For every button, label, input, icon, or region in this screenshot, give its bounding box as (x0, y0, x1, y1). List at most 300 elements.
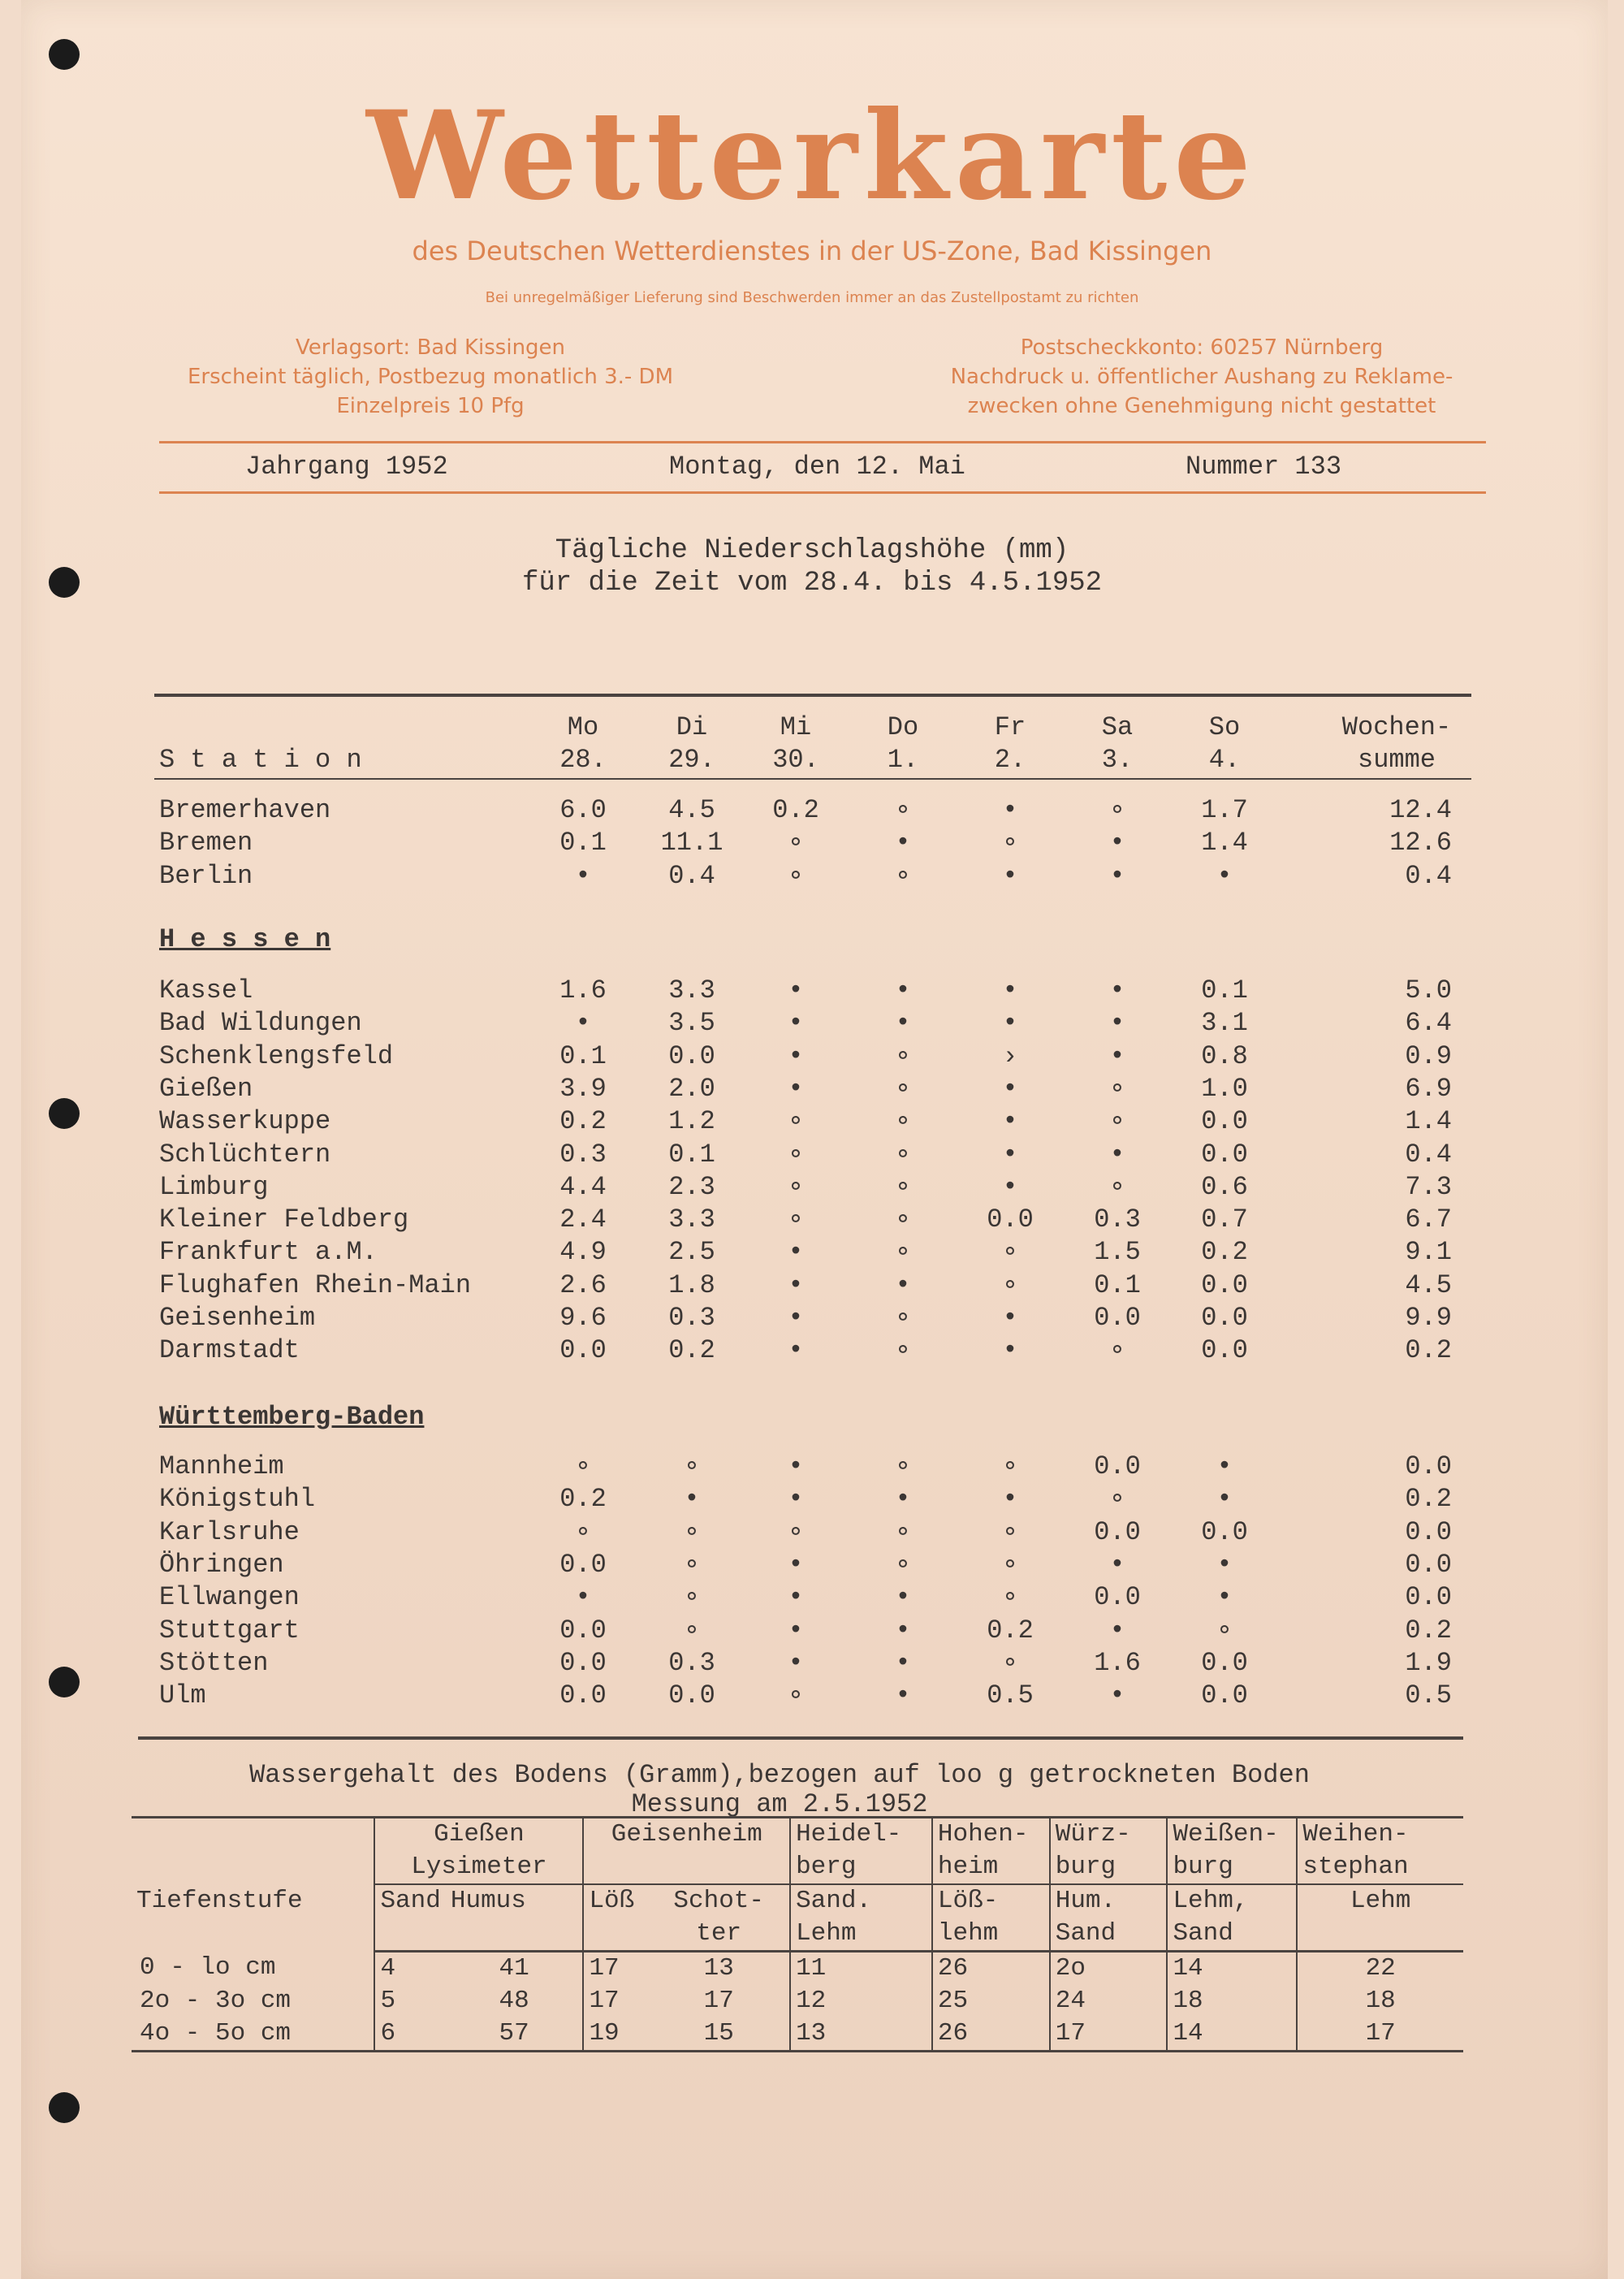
soil-value: 14 (1167, 1952, 1297, 1986)
weekly-sum: 0.2 (1405, 1615, 1452, 1645)
masthead-subtitle: des Deutschen Wetterdienstes in der US-Zone, Bad Kissingen (412, 236, 1212, 266)
table-bottom-rule (138, 1736, 1463, 1740)
soil-moisture-table (132, 1816, 1463, 2052)
precip-value: ∘ (575, 1516, 591, 1547)
precip-value: 0.2 (1201, 1237, 1248, 1268)
precip-value: 1.2 (668, 1106, 715, 1137)
precip-value: ∘ (575, 1451, 591, 1481)
precip-value: 4.5 (668, 795, 715, 825)
weekly-sum: 1.9 (1405, 1647, 1452, 1678)
station-name: Bremerhaven (159, 795, 331, 825)
weekly-sum: 6.7 (1405, 1204, 1452, 1235)
precip-value: ∘ (788, 1204, 804, 1235)
station-row (0, 1581, 1624, 1614)
precip-value: • (788, 975, 804, 1005)
rule (159, 441, 1486, 443)
station-header: S t a t i o n (159, 745, 362, 775)
station-name: Limburg (159, 1171, 269, 1202)
station-name: Bremen (159, 828, 253, 858)
station-name: Flughafen Rhein-Main (159, 1269, 472, 1300)
soil-value: 26 (932, 1952, 1050, 1986)
precip-value: ∘ (1002, 828, 1018, 858)
delivery-notice: Bei unregelmäßiger Lieferung sind Beschwerden immer an das Zustellpostamt zu richten (485, 289, 1139, 306)
soil-value: 17 (1050, 2017, 1168, 2052)
soil-type: Löß- lehm (932, 1884, 1050, 1952)
precip-value: 0.3 (559, 1139, 607, 1170)
weekly-sum: 0.0 (1405, 1516, 1452, 1547)
precip-value: • (575, 1008, 591, 1039)
soil-value: 17 (703, 1987, 734, 2015)
precip-value: 0.0 (1094, 1303, 1141, 1333)
precip-value: ∘ (1002, 1451, 1018, 1481)
soil-station-7: Weihen- stephan (1297, 1818, 1463, 1885)
publisher-info-left: Verlagsort: Bad Kissingen Erscheint täglich, Postbezug monatlich 3.- DM Einzelpreis 10 Pfg (188, 335, 673, 418)
precip-value: 0.0 (1201, 1516, 1248, 1547)
precip-value: ∘ (1216, 1615, 1233, 1645)
soil-row (132, 1952, 1463, 1986)
soil-value: 41 (499, 1954, 529, 1983)
precip-value: • (788, 1303, 804, 1333)
station-row (0, 794, 1624, 827)
precip-value: ∘ (1002, 1647, 1018, 1678)
precip-value: 0.3 (1094, 1204, 1141, 1235)
precip-value: • (1109, 1549, 1125, 1580)
precip-value: • (1109, 975, 1125, 1005)
precip-value: • (788, 1335, 804, 1366)
precip-value: • (895, 1582, 911, 1613)
header-rule (154, 778, 1471, 780)
precip-value: 0.0 (1201, 1647, 1248, 1678)
precip-value: ∘ (788, 1680, 804, 1711)
soil-value: 5 (374, 1985, 445, 2017)
day-header: Mo 28. (559, 712, 607, 775)
station-name: Wasserkuppe (159, 1106, 331, 1137)
precip-value: 0.0 (559, 1615, 607, 1645)
station-name: Gießen (159, 1073, 253, 1104)
precip-value: • (788, 1451, 804, 1481)
precip-value: 0.7 (1201, 1204, 1248, 1235)
precip-value: 0.2 (987, 1615, 1034, 1645)
soil-value: 22 (1297, 1952, 1463, 1986)
soil-station-2: Geisenheim (583, 1818, 790, 1885)
precip-value: ∘ (788, 828, 804, 858)
precip-value: 0.0 (1094, 1451, 1141, 1481)
weekly-sum: 7.3 (1405, 1171, 1452, 1202)
station-name: Schlüchtern (159, 1139, 331, 1170)
depth-header: Tiefenstufe (132, 1818, 374, 1952)
precip-value: • (788, 1269, 804, 1300)
precip-value: 0.5 (987, 1680, 1034, 1711)
precip-value: ∘ (895, 1451, 911, 1481)
weekly-sum: 0.0 (1405, 1451, 1452, 1481)
precip-value: • (1002, 860, 1018, 891)
precip-value: 0.0 (1094, 1582, 1141, 1613)
precip-value: 2.4 (559, 1204, 607, 1235)
precip-value: • (895, 1269, 911, 1300)
precip-value: • (1002, 1008, 1018, 1039)
precip-value: ∘ (1002, 1269, 1018, 1300)
station-row (0, 1549, 1624, 1581)
soil-row (132, 2017, 1463, 2052)
weekly-sum: 5.0 (1405, 975, 1452, 1005)
soil-value: 18 (1297, 1985, 1463, 2017)
precip-value: • (1216, 1484, 1233, 1515)
precip-value: ∘ (788, 1106, 804, 1137)
precipitation-period: für die Zeit vom 28.4. bis 4.5.1952 (521, 568, 1103, 599)
precip-value: 0.3 (668, 1303, 715, 1333)
punch-hole (49, 39, 80, 70)
station-name: Öhringen (159, 1549, 284, 1580)
soil-body (132, 1952, 1463, 2052)
soil-type: Schot- ter (648, 1884, 790, 1952)
precip-value: ∘ (895, 1171, 911, 1202)
soil-type: Hum. Sand (1050, 1884, 1168, 1952)
soil-title: Wassergehalt des Bodens (Gramm),bezogen auf loo g getrockneten Boden (249, 1760, 1310, 1790)
precip-value: 0.0 (559, 1549, 607, 1580)
precip-value: 0.1 (559, 1040, 607, 1071)
precip-value: ∘ (895, 1040, 911, 1071)
precip-value: • (1002, 1303, 1018, 1333)
day-header: Do 1. (887, 712, 919, 775)
day-header: Sa 3. (1101, 712, 1134, 775)
precip-value: • (1002, 1484, 1018, 1515)
soil-station-6: Weißen- burg (1167, 1818, 1297, 1885)
weekly-sum: 6.4 (1405, 1008, 1452, 1039)
station-name: Geisenheim (159, 1303, 316, 1333)
station-row (0, 1040, 1624, 1073)
weekly-sum: 0.4 (1405, 860, 1452, 891)
soil-station-3: Heidel- berg (790, 1818, 932, 1885)
precip-value: • (895, 1647, 911, 1678)
weekly-sum: 0.0 (1405, 1549, 1452, 1580)
precip-value: ∘ (788, 860, 804, 891)
soil-value: 4 (374, 1952, 445, 1986)
soil-type: Humus (446, 1884, 584, 1952)
precip-value: 0.1 (1094, 1269, 1141, 1300)
precip-value: • (575, 860, 591, 891)
precip-value: • (788, 1615, 804, 1645)
soil-value: 18 (1167, 1985, 1297, 2017)
soil-value: 24 (1050, 1985, 1168, 2017)
precip-value: 4.9 (559, 1237, 607, 1268)
precip-value: • (575, 1582, 591, 1613)
precip-value: ∘ (895, 1335, 911, 1366)
precip-value: ∘ (684, 1516, 700, 1547)
precip-value: 1.4 (1201, 828, 1248, 858)
precip-value: 3.5 (668, 1008, 715, 1039)
precip-value: ∘ (895, 1073, 911, 1104)
station-name: Berlin (159, 860, 253, 891)
soil-value: 17 (583, 1952, 648, 1986)
station-row (0, 1647, 1624, 1680)
precip-value: • (788, 1549, 804, 1580)
precip-value: • (1216, 860, 1233, 891)
station-row (0, 1680, 1624, 1712)
soil-header-row (132, 1818, 1463, 1885)
station-name: Schenklengsfeld (159, 1040, 394, 1071)
soil-value: 17 (1297, 2017, 1463, 2052)
precip-value: • (788, 1237, 804, 1268)
station-row (0, 1105, 1624, 1138)
precip-value: • (895, 1615, 911, 1645)
precip-value: 3.3 (668, 1204, 715, 1235)
soil-value: 25 (932, 1985, 1050, 2017)
soil-station-1: Gießen Lysimeter (374, 1818, 583, 1885)
station-name: Karlsruhe (159, 1516, 300, 1547)
precip-value: 0.0 (559, 1647, 607, 1678)
precip-value: 0.0 (1201, 1680, 1248, 1711)
precip-value: 9.6 (559, 1303, 607, 1333)
depth-label: 2o - 3o cm (140, 1987, 292, 2015)
weekly-sum: 4.5 (1405, 1269, 1452, 1300)
precip-value: ∘ (895, 1516, 911, 1547)
precip-value: • (1002, 1335, 1018, 1366)
precip-value: 2.6 (559, 1269, 607, 1300)
precip-value: 3.9 (559, 1073, 607, 1104)
precip-value: 1.7 (1201, 795, 1248, 825)
precip-value: • (788, 1484, 804, 1515)
soil-value: 13 (790, 2017, 932, 2052)
precip-value: ∘ (684, 1451, 700, 1481)
precip-value: 2.3 (668, 1171, 715, 1202)
precip-value: 3.1 (1201, 1008, 1248, 1039)
table-top-rule (154, 694, 1471, 697)
publisher-info-right: Postscheckkonto: 60257 Nürnberg Nachdruck u. öffentlicher Aushang zu Reklame- zwecken ohne Genehmigung nicht gestattet (950, 335, 1453, 418)
precip-value: • (1002, 1171, 1018, 1202)
precip-value: ∘ (1109, 1171, 1125, 1202)
precip-value: 0.2 (559, 1106, 607, 1137)
precip-value: 0.1 (559, 828, 607, 858)
precip-value: ∘ (895, 1139, 911, 1170)
day-header: Di 29. (668, 712, 715, 775)
precip-value: • (895, 1484, 911, 1515)
precip-value: 0.3 (668, 1647, 715, 1678)
precip-value: • (1109, 1615, 1125, 1645)
station-row (0, 1073, 1624, 1105)
day-header: Fr 2. (994, 712, 1026, 775)
depth-label: 0 - lo cm (140, 1953, 276, 1982)
precip-value: ∘ (684, 1549, 700, 1580)
soil-value: 2o (1050, 1952, 1168, 1986)
precip-value: 0.0 (1094, 1516, 1141, 1547)
station-name: Bad Wildungen (159, 1008, 362, 1039)
station-row (0, 1139, 1624, 1171)
precip-value: 2.0 (668, 1073, 715, 1104)
precip-value: 1.5 (1094, 1237, 1141, 1268)
weekly-sum: 9.1 (1405, 1237, 1452, 1268)
precip-value: • (1216, 1451, 1233, 1481)
precip-value: • (1002, 795, 1018, 825)
precip-value: 0.0 (987, 1204, 1034, 1235)
issue-year: Jahrgang 1952 (245, 452, 448, 482)
precip-value: › (1002, 1040, 1018, 1071)
station-row (0, 1451, 1624, 1483)
soil-value: 13 (703, 1954, 734, 1983)
precip-value: • (895, 1680, 911, 1711)
station-row (0, 1171, 1624, 1204)
precip-value: 0.0 (1201, 1303, 1248, 1333)
weekly-sum: 9.9 (1405, 1303, 1452, 1333)
station-row (0, 1516, 1624, 1549)
precip-value: ∘ (895, 1549, 911, 1580)
precip-value: ∘ (895, 1237, 911, 1268)
precip-value: 0.1 (668, 1139, 715, 1170)
precip-value: 1.6 (559, 975, 607, 1005)
precip-value: • (788, 1073, 804, 1104)
issue-date: Montag, den 12. Mai (669, 452, 965, 482)
precip-value: • (1109, 860, 1125, 891)
precip-value: ∘ (1002, 1516, 1018, 1547)
precip-value: 0.0 (668, 1040, 715, 1071)
precip-value: • (895, 828, 911, 858)
precip-value: ∘ (684, 1615, 700, 1645)
weekly-sum: 12.6 (1389, 828, 1452, 858)
precip-value: 0.0 (1201, 1139, 1248, 1170)
soil-value: 15 (648, 2017, 790, 2052)
soil-value: 57 (446, 2017, 584, 2052)
depth-label: 4o - 5o cm (132, 2017, 374, 2052)
precip-value: 4.4 (559, 1171, 607, 1202)
punch-hole (49, 2092, 80, 2123)
precip-value: 0.0 (559, 1335, 607, 1366)
precip-value: • (788, 1582, 804, 1613)
soil-value: 11 (790, 1952, 932, 1986)
station-row (0, 860, 1624, 893)
soil-value: 17 (583, 1985, 648, 2017)
soil-value: 14 (1167, 2017, 1297, 2052)
precip-value: 0.0 (1201, 1335, 1248, 1366)
precip-value: ∘ (895, 1303, 911, 1333)
station-name: Ellwangen (159, 1582, 300, 1613)
precip-value: ∘ (1109, 1106, 1125, 1137)
day-header: Mi 30. (772, 712, 819, 775)
precip-value: 1.8 (668, 1269, 715, 1300)
section-wuerttemberg-baden: Württemberg-Baden (159, 1402, 425, 1432)
precip-value: 0.0 (1201, 1106, 1248, 1137)
precip-value: • (1216, 1549, 1233, 1580)
precip-value: • (1002, 975, 1018, 1005)
soil-value: 12 (790, 1985, 932, 2017)
soil-value: 6 (374, 2017, 445, 2052)
station-name: Königstuhl (159, 1484, 316, 1515)
precip-value: 0.2 (772, 795, 819, 825)
precip-value: 0.0 (559, 1680, 607, 1711)
precip-value: • (1109, 1139, 1125, 1170)
station-name: Kleiner Feldberg (159, 1204, 409, 1235)
soil-type: Lehm, Sand (1167, 1884, 1297, 1952)
section-hessen: H e s s e n (159, 924, 331, 954)
precip-value: 0.6 (1201, 1171, 1248, 1202)
station-row (0, 1236, 1624, 1269)
precip-value: • (788, 1008, 804, 1039)
issue-number: Nummer 133 (1186, 452, 1342, 482)
weekly-sum: 6.9 (1405, 1073, 1452, 1104)
precip-value: • (1109, 1008, 1125, 1039)
day-header: So 4. (1208, 712, 1241, 775)
precip-value: 0.2 (668, 1335, 715, 1366)
precip-value: • (895, 975, 911, 1005)
precip-value: 6.0 (559, 795, 607, 825)
precip-value: 1.0 (1201, 1073, 1248, 1104)
precip-value: • (1002, 1073, 1018, 1104)
station-name: Stuttgart (159, 1615, 300, 1645)
precip-value: ∘ (684, 1582, 700, 1613)
precip-value: • (788, 1040, 804, 1071)
weekly-sum: 12.4 (1389, 795, 1452, 825)
precip-value: ∘ (1109, 1335, 1125, 1366)
precip-value: • (1216, 1582, 1233, 1613)
weekly-sum: 0.9 (1405, 1040, 1452, 1071)
precip-value: 2.5 (668, 1237, 715, 1268)
weekly-sum: 1.4 (1405, 1106, 1452, 1137)
soil-value: 48 (499, 1987, 529, 2015)
soil-type: Lehm (1297, 1884, 1463, 1952)
precip-value: 0.8 (1201, 1040, 1248, 1071)
station-name: Kassel (159, 975, 253, 1005)
soil-row (132, 1985, 1463, 2017)
precip-value: ∘ (788, 1516, 804, 1547)
precip-value: • (1002, 1139, 1018, 1170)
station-row (0, 1007, 1624, 1040)
precip-value: ∘ (1109, 795, 1125, 825)
soil-station-5: Würz- burg (1050, 1818, 1168, 1885)
precip-value: 0.0 (668, 1680, 715, 1711)
station-row (0, 1334, 1624, 1367)
station-row (0, 1483, 1624, 1516)
precip-value: • (1002, 1106, 1018, 1137)
soil-type: Sand. Lehm (790, 1884, 932, 1952)
station-name: Mannheim (159, 1451, 284, 1481)
soil-type: Sand (374, 1884, 445, 1952)
precip-value: ∘ (895, 1204, 911, 1235)
station-row (0, 975, 1624, 1007)
precip-value: 0.1 (1201, 975, 1248, 1005)
station-row (0, 1269, 1624, 1302)
soil-type: Löß (583, 1884, 648, 1952)
weekly-sum: 0.2 (1405, 1335, 1452, 1366)
weekly-sum: 0.5 (1405, 1680, 1452, 1711)
precip-value: ∘ (1109, 1484, 1125, 1515)
precip-value: 0.2 (559, 1484, 607, 1515)
precip-value: • (1109, 1680, 1125, 1711)
precip-value: • (684, 1484, 700, 1515)
station-name: Stötten (159, 1647, 269, 1678)
precip-value: ∘ (895, 860, 911, 891)
precip-value: ∘ (895, 795, 911, 825)
soil-station-4: Hohen- heim (932, 1818, 1050, 1885)
station-name: Frankfurt a.M. (159, 1237, 378, 1268)
precip-value: • (788, 1647, 804, 1678)
precip-value: 1.6 (1094, 1647, 1141, 1678)
precip-value: 0.4 (668, 860, 715, 891)
precip-value: ∘ (1002, 1237, 1018, 1268)
weekly-sum: 0.4 (1405, 1139, 1452, 1170)
weekly-sum-header: Wochen- summe (1341, 712, 1452, 775)
station-row (0, 827, 1624, 859)
station-row (0, 1615, 1624, 1647)
precip-value: ∘ (788, 1139, 804, 1170)
rule (159, 491, 1486, 494)
weekly-sum: 0.2 (1405, 1484, 1452, 1515)
station-row (0, 1302, 1624, 1334)
precip-value: ∘ (1002, 1582, 1018, 1613)
precip-value: ∘ (1002, 1549, 1018, 1580)
station-name: Ulm (159, 1680, 206, 1711)
precip-value: 11.1 (660, 828, 723, 858)
station-row (0, 1204, 1624, 1236)
precipitation-title: Tägliche Niederschlagshöhe (mm) (555, 535, 1069, 566)
precip-value: ∘ (788, 1171, 804, 1202)
